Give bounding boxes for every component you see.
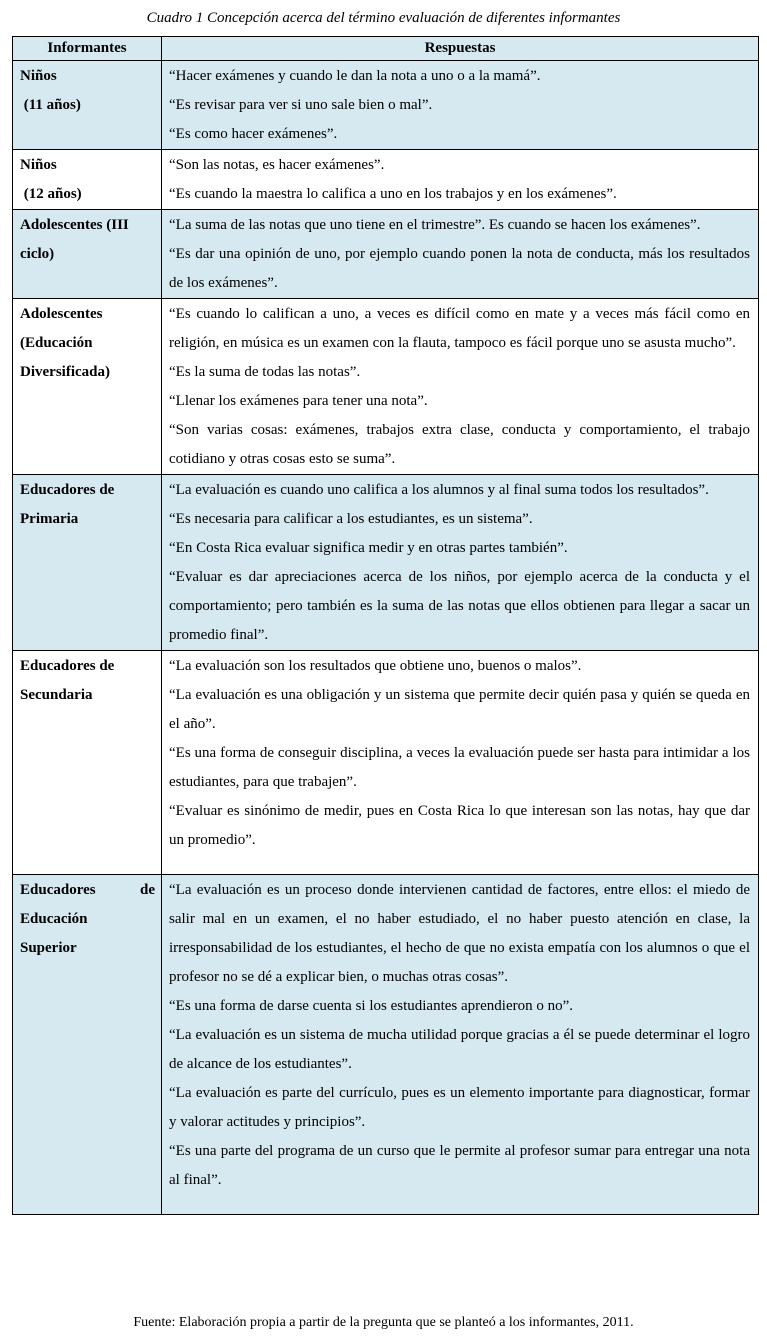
respuesta-text: “La evaluación es parte del currículo, pues es un elemento importante para diagnosticar, formar y valorar actitudes y principios”. xyxy=(169,1085,750,1130)
informante-line: Niños xyxy=(20,157,57,173)
respuesta-text: “La evaluación es cuando uno califica a los alumnos y al final suma todos los resultados”. xyxy=(169,482,709,498)
respuesta-text: “Es dar una opinión de uno, por ejemplo cuando ponen la nota de conducta, más los resultados de los exámenes”. xyxy=(169,246,750,291)
informante-line: (Educación xyxy=(20,335,93,351)
respuesta-text: “Es una forma de darse cuenta si los estudiantes aprendieron o no”. xyxy=(169,998,574,1014)
informante-line: Educadores de xyxy=(20,882,155,898)
respuestas-cell xyxy=(162,150,759,210)
respuesta-text: “La suma de las notas que uno tiene en el trimestre”. Es cuando se hacen los exámenes”. xyxy=(169,217,701,233)
informante-line: (11 años) xyxy=(20,97,81,113)
respuesta-text: “Evaluar es sinónimo de medir, pues en Costa Rica lo que interesan son las notas, hay que dar un promedio”. xyxy=(169,803,750,848)
informante-line: Niños xyxy=(20,68,57,84)
responses-table xyxy=(12,36,759,1215)
informante-line: Diversificada) xyxy=(20,364,110,380)
informante-cell xyxy=(13,475,162,651)
table-row xyxy=(13,210,759,299)
informante-line: Adolescentes xyxy=(20,306,103,322)
respuesta-text: “La evaluación es un proceso donde intervienen cantidad de factores, entre ellos: el miedo de salir mal en un examen, el no haber estudiado, el no haber puesto atención en clase, la irresponsabilidad de los estudiantes, el hecho de que no exista empatía con los alumnos o que el profesor no se dé a explicar bien, o muchas otras cosas”. xyxy=(169,882,750,985)
informante-line: Superior xyxy=(20,940,77,956)
respuestas-cell xyxy=(162,651,759,875)
informante-line: Primaria xyxy=(20,511,79,527)
respuesta-text: “Es cuando la maestra lo califica a uno en los trabajos y en los exámenes”. xyxy=(169,186,617,202)
informante-cell xyxy=(13,61,162,150)
respuestas-cell xyxy=(162,210,759,299)
informante-line: ciclo) xyxy=(20,246,55,262)
respuestas-cell xyxy=(162,61,759,150)
respuesta-text: “Es revisar para ver si uno sale bien o mal”. xyxy=(169,97,433,113)
table-row xyxy=(13,61,759,150)
header-respuestas: Respuestas xyxy=(162,37,759,61)
table-row xyxy=(13,150,759,210)
respuesta-text: “Llenar los exámenes para tener una nota”. xyxy=(169,393,428,409)
informante-line: Educación xyxy=(20,911,88,927)
respuesta-text: “Es como hacer exámenes”. xyxy=(169,126,338,142)
respuesta-text: “En Costa Rica evaluar significa medir y en otras partes también”. xyxy=(169,540,568,556)
header-informantes: Informantes xyxy=(13,37,162,61)
respuestas-cell xyxy=(162,475,759,651)
table-row xyxy=(13,651,759,875)
informante-cell xyxy=(13,150,162,210)
table-row xyxy=(13,299,759,475)
respuesta-text: “La evaluación es un sistema de mucha utilidad porque gracias a él se puede determinar el logro de alcance de los estudiantes”. xyxy=(169,1027,750,1072)
informante-cell xyxy=(13,651,162,875)
informante-cell xyxy=(13,210,162,299)
table-row xyxy=(13,475,759,651)
informante-line: Educadores de xyxy=(20,658,115,674)
respuesta-text: “Son varias cosas: exámenes, trabajos extra clase, conducta y comportamiento, el trabajo cotidiano y otras cosas esto se suma”. xyxy=(169,422,750,467)
table-caption: Cuadro 1 Concepción acerca del término evaluación de diferentes informantes xyxy=(146,10,621,26)
source-note: Fuente: Elaboración propia a partir de la pregunta que se planteó a los informantes, 2011. xyxy=(133,1315,634,1330)
informante-cell xyxy=(13,299,162,475)
respuestas-cell xyxy=(162,299,759,475)
respuesta-text: “Es una parte del programa de un curso que le permite al profesor sumar para entregar una nota al final”. xyxy=(169,1143,750,1188)
respuesta-text: “Es cuando lo califican a uno, a veces es difícil como en mate y a veces más fácil como en religión, en música es un examen con la flauta, tampoco es fácil porque uno se asusta mucho”. xyxy=(169,306,750,351)
informante-line: Adolescentes (III xyxy=(20,217,129,233)
informante-line: Educadores de xyxy=(20,482,115,498)
respuesta-text: “Es necesaria para calificar a los estudiantes, es un sistema”. xyxy=(169,511,533,527)
respuesta-text: “La evaluación son los resultados que obtiene uno, buenos o malos”. xyxy=(169,658,582,674)
respuesta-text: “Evaluar es dar apreciaciones acerca de los niños, por ejemplo acerca de la conducta y el comportamiento; pero también es la suma de las notas que ellos obtienen para llegar a sacar un promedio final”. xyxy=(169,569,750,643)
respuesta-text: “Son las notas, es hacer exámenes”. xyxy=(169,157,385,173)
respuesta-text: “La evaluación es una obligación y un sistema que permite decir quién pasa y quién se queda en el año”. xyxy=(169,687,750,732)
informante-line: (12 años) xyxy=(20,186,82,202)
respuestas-cell xyxy=(162,875,759,1215)
informante-line: Secundaria xyxy=(20,687,93,703)
respuesta-text: “Es una forma de conseguir disciplina, a veces la evaluación puede ser hasta para intimidar a los estudiantes, para que trabajen”. xyxy=(169,745,750,790)
respuesta-text: “Es la suma de todas las notas”. xyxy=(169,364,361,380)
respuesta-text: “Hacer exámenes y cuando le dan la nota a uno o a la mamá”. xyxy=(169,68,541,84)
table-header-row xyxy=(13,37,759,61)
informante-cell xyxy=(13,875,162,1215)
table-row xyxy=(13,875,759,1215)
